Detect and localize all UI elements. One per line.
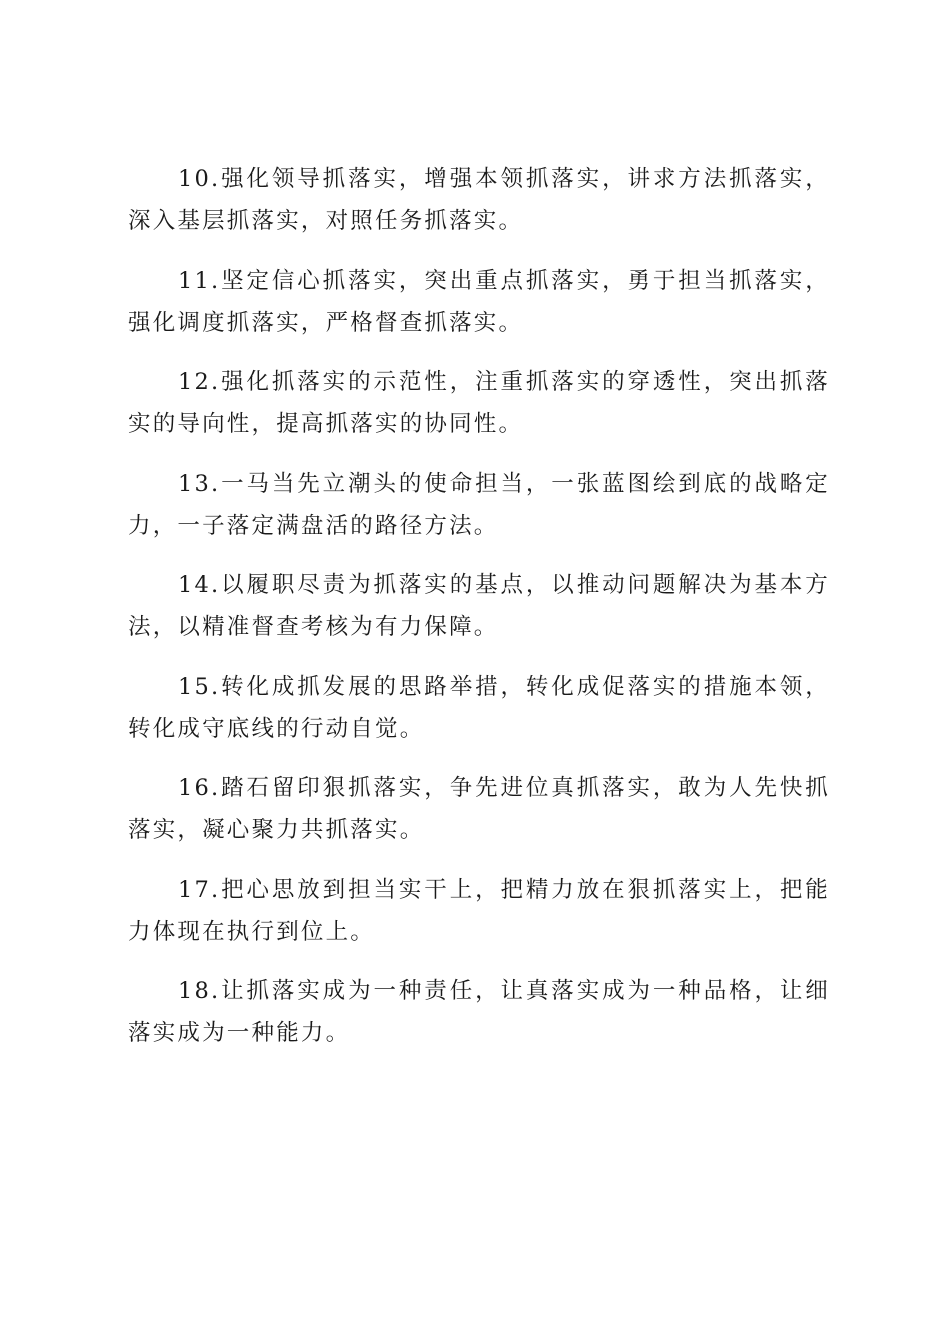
list-item-16: 16.踏石留印狠抓落实，争先进位真抓落实，敢为人先快抓落实，凝心聚力共抓落实。	[128, 775, 830, 843]
list-item-18: 18.让抓落实成为一种责任，让真落实成为一种品格，让细落实成为一种能力。	[128, 978, 830, 1046]
list-item-14: 14.以履职尽责为抓落实的基点，以推动问题解决为基本方法，以精准督查考核为有力保障。	[128, 572, 830, 640]
list-item-10: 10.强化领导抓落实，增强本领抓落实，讲求方法抓落实，深入基层抓落实，对照任务抓落实。	[128, 166, 830, 234]
list-item-13: 13.一马当先立潮头的使命担当，一张蓝图绘到底的战略定力，一子落定满盘活的路径方法。	[128, 470, 830, 539]
list-item-17: 17.把心思放到担当实干上，把精力放在狠抓落实上，把能力体现在执行到位上。	[128, 876, 830, 945]
list-item-12: 12.强化抓落实的示范性，注重抓落实的穿透性，突出抓落实的导向性，提高抓落实的协同性。	[128, 369, 830, 437]
document-body	[128, 158, 830, 1072]
list-item-15: 15.转化成抓发展的思路举措，转化成促落实的措施本领，转化成守底线的行动自觉。	[128, 673, 830, 742]
list-item-11: 11.坚定信心抓落实，突出重点抓落实，勇于担当抓落实，强化调度抓落实，严格督查抓落实。	[128, 267, 830, 336]
